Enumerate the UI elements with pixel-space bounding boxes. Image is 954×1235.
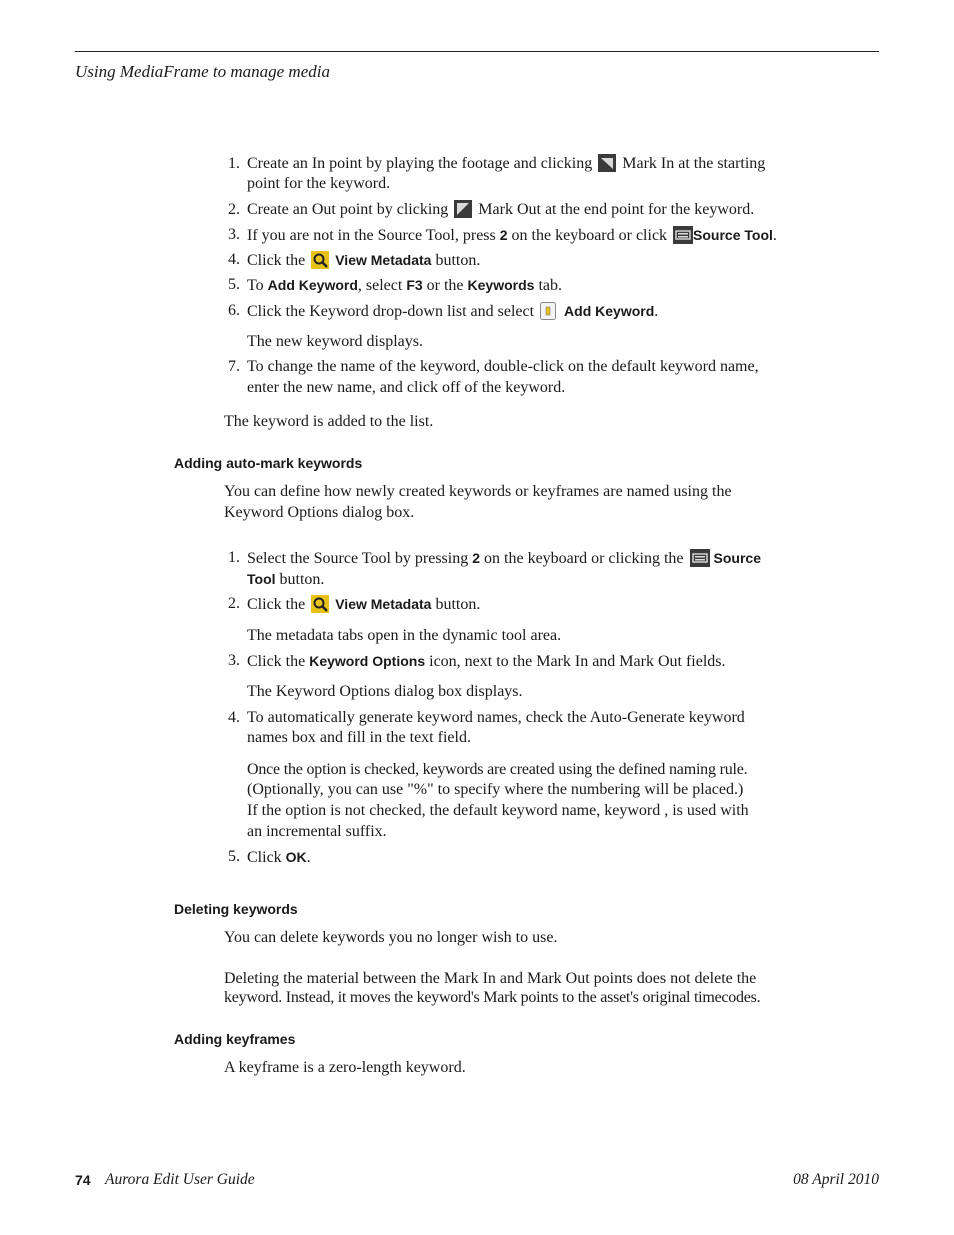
ui-label: View Metadata [335, 252, 432, 268]
paragraph: You can delete keywords you no longer wish to use. [224, 929, 558, 946]
step-text: on the keyboard or clicking the [484, 550, 684, 567]
mark-out-icon [454, 200, 472, 218]
ui-label: Source [713, 550, 761, 566]
step-text: Click the [247, 653, 306, 670]
step-number: 5. [228, 276, 240, 293]
step-note: The metadata tabs open in the dynamic tool area. [247, 627, 562, 644]
step-number: 7. [228, 358, 240, 375]
step-number: 2. [228, 595, 240, 612]
step-text: To change the name of the keyword, double-click on the default keyword name, [247, 358, 759, 375]
step-text: . [306, 849, 311, 866]
paragraph: keyword. Instead, it moves the keyword's Mark points to the asset's original timecodes. [224, 989, 761, 1006]
ui-label: Keywords [467, 277, 535, 293]
step-number: 4. [228, 251, 240, 268]
header-rule [75, 51, 879, 52]
paragraph: A keyframe is a zero-length keyword. [224, 1059, 466, 1076]
view-metadata-icon [311, 595, 329, 613]
step-text: Select the Source Tool by pressing [247, 550, 469, 567]
step-text: Click the [247, 596, 306, 613]
paragraph: Deleting the material between the Mark In and Mark Out points does not delete the [224, 970, 757, 987]
step-text: on the keyboard or click [511, 227, 668, 244]
footer-date: 08 April 2010 [793, 1171, 879, 1188]
section-heading: Adding auto-mark keywords [174, 455, 363, 471]
step-text: Mark In at the starting [622, 155, 766, 172]
step-number: 1. [228, 549, 240, 566]
step-text: button. [435, 252, 481, 269]
ui-label: Add Keyword [267, 277, 358, 293]
step-number: 3. [228, 226, 240, 243]
step-number: 5. [228, 848, 240, 865]
step-text: Click the Keyword drop-down list and select [247, 303, 535, 320]
ui-label: OK [285, 849, 307, 865]
step-text: Create an Out point by clicking [247, 201, 449, 218]
step-number: 6. [228, 302, 240, 319]
step-continuation: names box and fill in the text field. [247, 729, 471, 746]
step-continuation: point for the keyword. [247, 175, 391, 192]
key-label: F3 [406, 277, 423, 293]
result-text: The keyword is added to the list. [224, 413, 434, 430]
page-number: 74 [75, 1172, 91, 1188]
section-heading: Adding keyframes [174, 1031, 296, 1047]
step-text: Create an In point by playing the footage and clicking [247, 155, 593, 172]
source-tool-icon [673, 226, 691, 244]
footer-title: Aurora Edit User Guide [105, 1171, 255, 1188]
step-text: button. [435, 596, 481, 613]
step-text: tab. [538, 277, 562, 294]
step-number: 1. [228, 155, 240, 172]
step-text: Click [247, 849, 282, 866]
step-text: or the [426, 277, 464, 294]
ui-label: Add Keyword [564, 303, 655, 319]
ui-label: View Metadata [335, 596, 432, 612]
step-text: button. [279, 571, 325, 588]
ui-label: Source Tool [693, 227, 773, 243]
step-note: The new keyword displays. [247, 333, 423, 350]
step-text: , select [357, 277, 403, 294]
running-title: Using MediaFrame to manage media [75, 62, 330, 81]
source-tool-icon [690, 549, 708, 567]
paragraph: You can define how newly created keywords or keyframes are named using the [224, 483, 732, 500]
step-text: . [772, 227, 777, 244]
paragraph: Keyword Options dialog box. [224, 504, 415, 521]
ui-label: Tool [247, 571, 276, 587]
step-number: 4. [228, 709, 240, 726]
step-text: To [247, 277, 264, 294]
step-continuation: enter the new name, and click off of the keyword. [247, 379, 566, 396]
add-keyword-icon [540, 302, 558, 320]
step-text: To automatically generate keyword names, check the Auto-Generate keyword [247, 709, 745, 726]
key-label: 2 [472, 550, 481, 566]
step-text: Click the [247, 252, 306, 269]
step-text: If you are not in the Source Tool, press [247, 227, 496, 244]
step-text: Mark Out at the end point for the keyword. [478, 201, 755, 218]
step-text: icon, next to the Mark In and Mark Out fields. [429, 653, 726, 670]
step-number: 3. [228, 652, 240, 669]
step-note: If the option is not checked, the default keyword name, keyword , is used with [247, 802, 749, 819]
step-note: Once the option is checked, keywords are created using the defined naming rule. [247, 761, 748, 778]
step-note: The Keyword Options dialog box displays. [247, 683, 523, 700]
step-number: 2. [228, 201, 240, 218]
step-note: an incremental suffix. [247, 823, 387, 840]
step-continuation [247, 569, 324, 591]
section-heading: Deleting keywords [174, 901, 298, 917]
step-note: (Optionally, you can use "%" to specify where the numbering will be placed.) [247, 781, 744, 798]
ui-label: Keyword Options [309, 653, 426, 669]
mark-in-icon [598, 154, 616, 172]
key-label: 2 [499, 227, 508, 243]
view-metadata-icon [311, 251, 329, 269]
step-text: . [654, 303, 659, 320]
